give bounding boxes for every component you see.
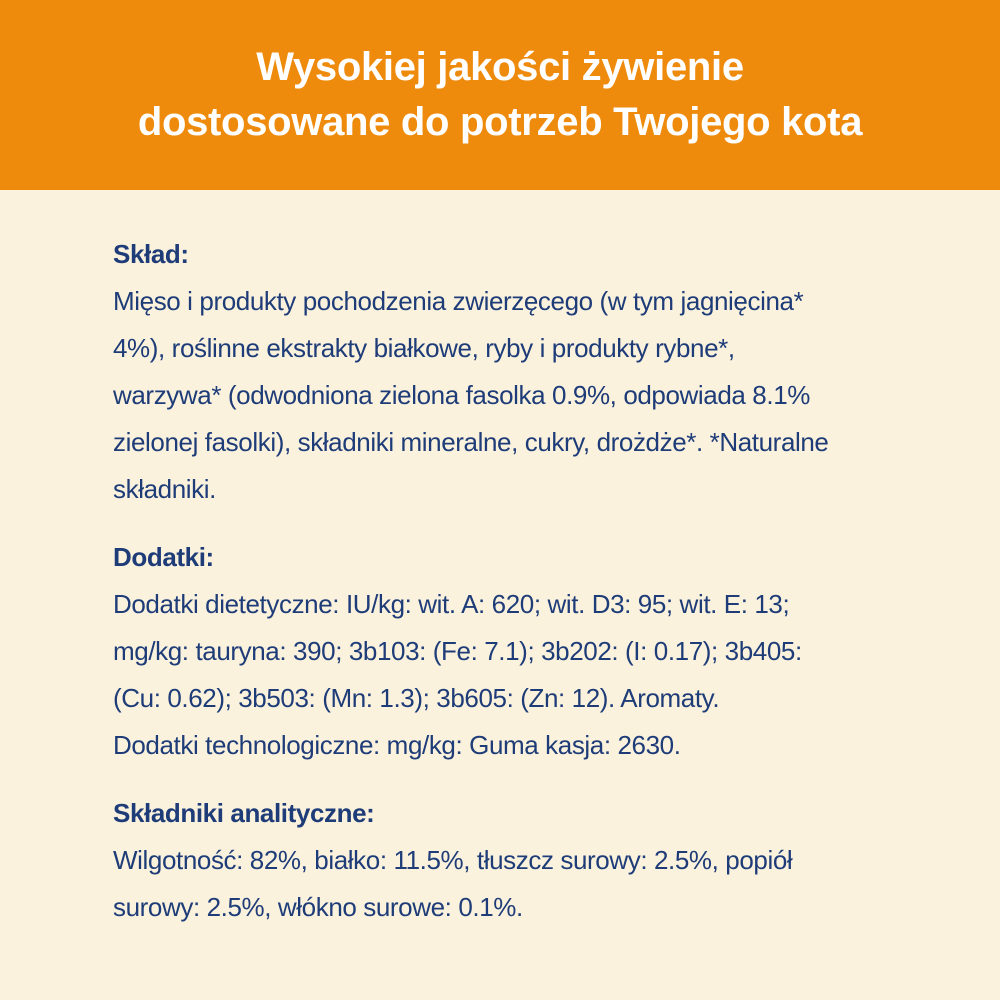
text-line: Dodatki technologiczne: mg/kg: Guma kasja: 2630. (113, 730, 681, 760)
text-line: (Cu: 0.62); 3b503: (Mn: 1.3); 3b605: (Zn: 12). Aromaty. (113, 683, 720, 713)
text-line: surowy: 2.5%, włókno surowe: 0.1%. (113, 892, 523, 922)
section-sklad (113, 231, 910, 513)
header-title-line-1: Wysokiej jakości żywienie (256, 45, 744, 89)
text-line: mg/kg: tauryna: 390; 3b103: (Fe: 7.1); 3b202: (I: 0.17); 3b405: (113, 636, 802, 666)
section-heading-skladniki-analityczne: Składniki analityczne: (113, 798, 375, 828)
text-line: 4%), roślinne ekstrakty białkowe, ryby i produkty rybne*, (113, 333, 735, 363)
section-skladniki-analityczne (113, 790, 910, 931)
text-line: zielonej fasolki), składniki mineralne, cukry, drożdże*. *Naturalne (113, 427, 829, 457)
text-line: składniki. (113, 474, 216, 504)
text-line: Wilgotność: 82%, białko: 11.5%, tłuszcz surowy: 2.5%, popiół (113, 845, 793, 875)
header-banner (0, 0, 1000, 190)
section-dodatki (113, 534, 910, 769)
section-heading-sklad: Skład: (113, 239, 189, 269)
section-body-skladniki-analityczne (113, 837, 910, 931)
text-line: warzywa* (odwodniona zielona fasolka 0.9%, odpowiada 8.1% (113, 380, 810, 410)
section-heading-dodatki: Dodatki: (113, 542, 214, 572)
header-title-line-2: dostosowane do potrzeb Twojego kota (137, 100, 863, 144)
section-body-dodatki (113, 581, 910, 769)
text-line: Dodatki dietetyczne: IU/kg: wit. A: 620; wit. D3: 95; wit. E: 13; (113, 589, 790, 619)
text-line: Mięso i produkty pochodzenia zwierzęcego (w tym jagnięcina* (113, 286, 804, 316)
section-body-sklad (113, 278, 910, 513)
content-area (0, 190, 1000, 931)
